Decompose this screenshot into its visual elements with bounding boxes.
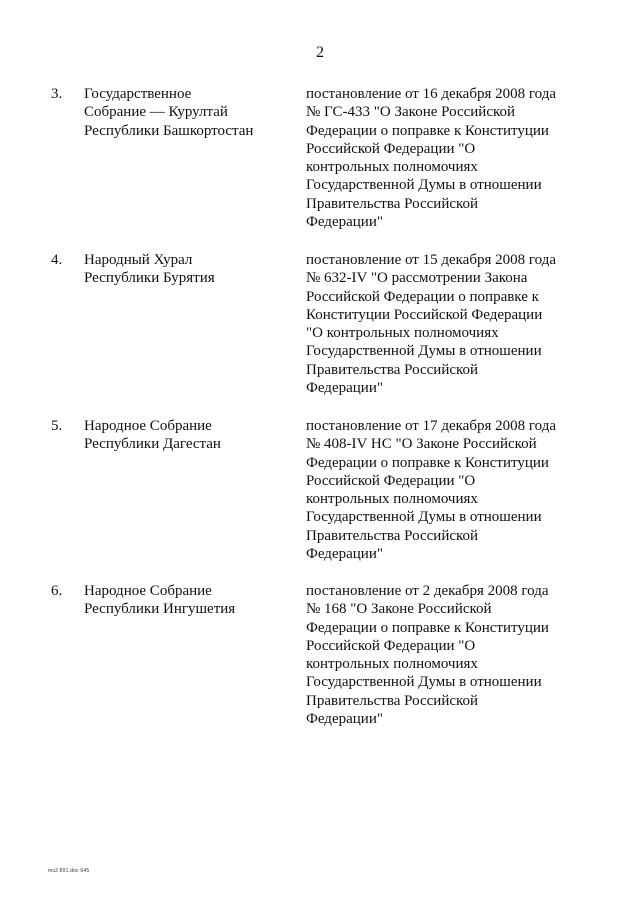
decree-line: Конституции Российской Федерации bbox=[306, 306, 543, 323]
organization-name bbox=[84, 582, 274, 619]
decree-line: № ГС-433 "О Законе Российской bbox=[306, 104, 516, 121]
decree-line: Российской Федерации о поправке к bbox=[306, 288, 539, 305]
decree-line: Государственной Думы в отношении bbox=[306, 509, 542, 526]
entry-number: 4. bbox=[51, 252, 63, 268]
entry-number: 5. bbox=[51, 418, 63, 434]
decree-line: Российской Федерации "О bbox=[306, 472, 476, 489]
decree-line: Правительства Российской bbox=[306, 361, 479, 378]
organization-line: Республики Башкортостан bbox=[84, 122, 254, 139]
decree-line: Государственной Думы в отношении bbox=[306, 343, 542, 360]
decree-line: Российской Федерации "О bbox=[306, 140, 476, 157]
decree-line: Федерации" bbox=[306, 711, 383, 728]
decree-line: Государственной Думы в отношении bbox=[306, 177, 542, 194]
entry-number: 3. bbox=[51, 86, 63, 102]
decree-line: Федерации о поправке к Конституции bbox=[306, 619, 549, 636]
decree-line: контрольных полномочиях bbox=[306, 159, 478, 176]
decree-line: Правительства Российской bbox=[306, 692, 479, 709]
decree-line: постановление от 16 декабря 2008 года bbox=[306, 86, 557, 102]
organization-line: Собрание — Курултай bbox=[84, 104, 228, 121]
decree-line: контрольных полномочиях bbox=[306, 491, 478, 508]
decree-line: Федерации" bbox=[306, 546, 383, 563]
decree-text bbox=[306, 582, 606, 728]
organization-line: Государственное bbox=[84, 86, 192, 102]
organization-line: Республики Ингушетия bbox=[84, 601, 236, 618]
decree-line: Федерации" bbox=[306, 214, 383, 231]
entry-number: 6. bbox=[51, 583, 63, 599]
decree-line: Государственной Думы в отношении bbox=[306, 674, 542, 691]
decree-line: Федерации" bbox=[306, 380, 383, 397]
organization-name bbox=[84, 85, 274, 140]
decree-text bbox=[306, 417, 606, 563]
organization-line: Народное Собрание bbox=[84, 418, 212, 434]
decree-line: № 408-IV НС "О Законе Российской bbox=[306, 436, 537, 453]
decree-line: постановление от 17 декабря 2008 года bbox=[306, 418, 557, 434]
organization-line: Республики Дагестан bbox=[84, 436, 221, 453]
footer-document-code: ms2 891.doc 645 bbox=[48, 868, 90, 874]
organization-name bbox=[84, 417, 274, 454]
page-number: 2 bbox=[316, 44, 324, 61]
decree-line: Правительства Российской bbox=[306, 527, 479, 544]
decree-line: № 168 "О Законе Российской bbox=[306, 601, 492, 618]
organization-name bbox=[84, 251, 274, 288]
organization-line: Народное Собрание bbox=[84, 583, 212, 599]
decree-line: постановление от 15 декабря 2008 года bbox=[306, 252, 557, 268]
organization-line: Республики Бурятия bbox=[84, 270, 215, 287]
decree-line: Федерации о поправке к Конституции bbox=[306, 454, 549, 471]
decree-line: "О контрольных полномочиях bbox=[306, 325, 499, 342]
decree-line: № 632-IV "О рассмотрении Закона bbox=[306, 270, 528, 287]
organization-line: Народный Хурал bbox=[84, 252, 193, 268]
decree-line: контрольных полномочиях bbox=[306, 656, 478, 673]
decree-text bbox=[306, 251, 606, 397]
decree-line: постановление от 2 декабря 2008 года bbox=[306, 583, 549, 599]
decree-line: Федерации о поправке к Конституции bbox=[306, 122, 549, 139]
decree-text bbox=[306, 85, 606, 231]
decree-line: Российской Федерации "О bbox=[306, 637, 476, 654]
decree-line: Правительства Российской bbox=[306, 195, 479, 212]
